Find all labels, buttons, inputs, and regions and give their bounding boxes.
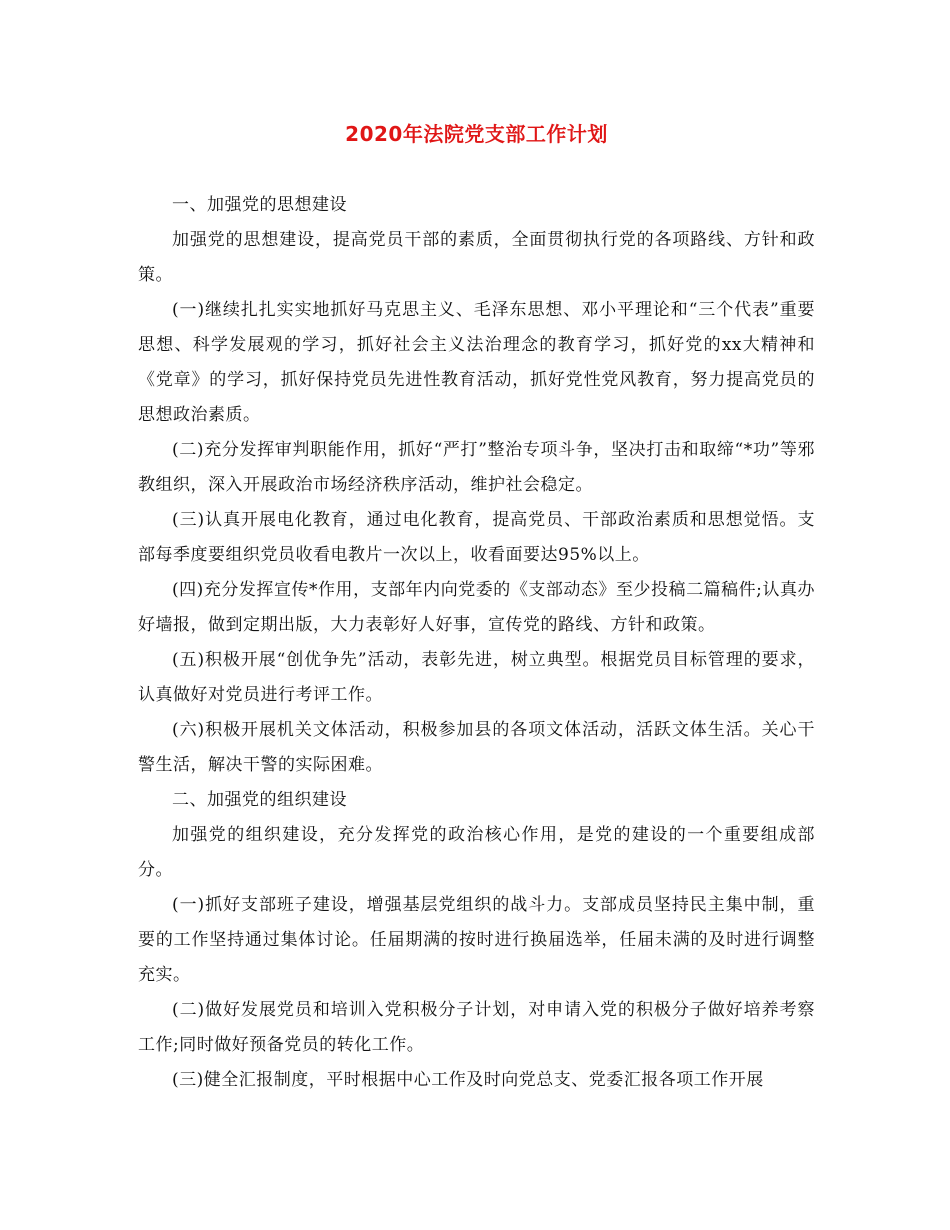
section-heading-1: 一、加强党的思想建设 [172,195,347,215]
document-body [138,188,815,1098]
paragraph: (二)做好发展党员和培训入党积极分子计划，对申请入党的积极分子做好培养考察工作;同时做好预备党员的转化工作。 [138,1000,815,1055]
paragraph: (六)积极开展机关文体活动，积极参加县的各项文体活动，活跃文体生活。关心干警生活，解决干警的实际困难。 [138,720,815,775]
paragraph: (二)充分发挥审判职能作用，抓好“严打”整治专项斗争，坚决打击和取缔“*功”等邪教组织，深入开展政治市场经济秩序活动，维护社会稳定。 [138,440,815,495]
section-heading-2: 二、加强党的组织建设 [172,790,347,810]
paragraph: (三)认真开展电化教育，通过电化教育，提高党员、干部政治素质和思想觉悟。支部每季度要组织党员收看电教片一次以上，收看面要达95%以上。 [138,510,815,565]
paragraph: (五)积极开展“创优争先”活动，表彰先进，树立典型。根据党员目标管理的要求，认真做好对党员进行考评工作。 [138,650,815,705]
paragraph: (四)充分发挥宣传*作用，支部年内向党委的《支部动态》至少投稿二篇稿件;认真办好墙报，做到定期出版，大力表彰好人好事，宣传党的路线、方针和政策。 [138,580,815,635]
document-title: 2020年法院党支部工作计划 [345,122,608,146]
paragraph: (三)健全汇报制度，平时根据中心工作及时向党总支、党委汇报各项工作开展 [172,1070,764,1090]
paragraph: 加强党的思想建设，提高党员干部的素质，全面贯彻执行党的各项路线、方针和政策。 [138,230,815,285]
paragraph: 加强党的组织建设，充分发挥党的政治核心作用，是党的建设的一个重要组成部分。 [138,825,815,880]
paragraph: (一)抓好支部班子建设，增强基层党组织的战斗力。支部成员坚持民主集中制，重要的工作坚持通过集体讨论。任届期满的按时进行换届选举，任届未满的及时进行调整充实。 [138,895,815,985]
paragraph: (一)继续扎扎实实地抓好马克思主义、毛泽东思想、邓小平理论和“三个代表”重要思想、科学发展观的学习，抓好社会主义法治理念的教育学习，抓好党的xx大精神和《党章》的学习，抓好保持党员先进性教育活动，抓好党性党风教育，努力提高党员的思想政治素质。 [138,300,815,425]
